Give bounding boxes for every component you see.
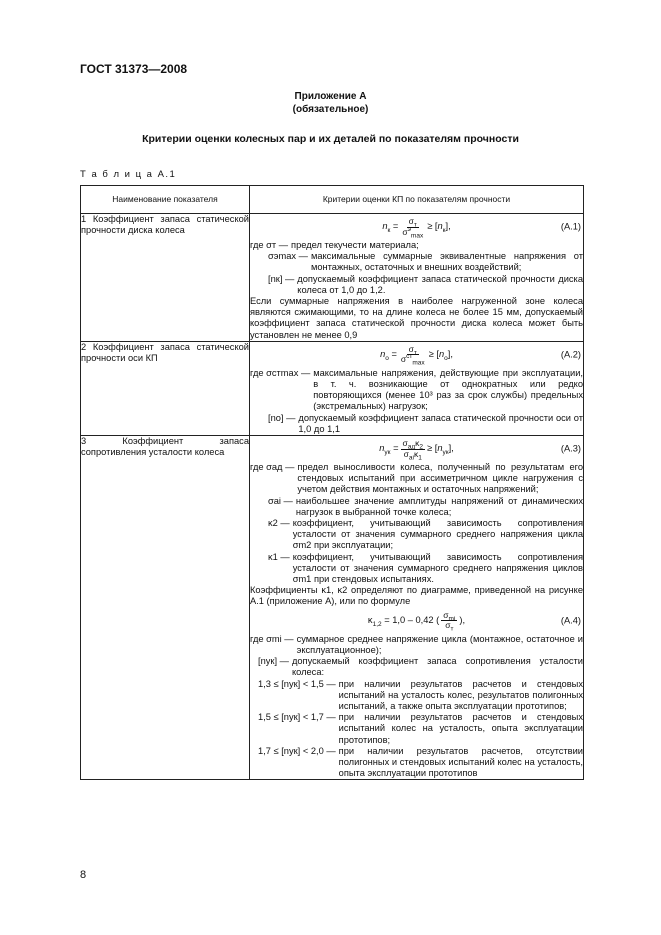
table-row: [81, 436, 584, 780]
formula-a3: $n_{ук}$ = $\frac{\sigma_{aд}\kappa_2}{\sigma_{ai}\kappa_1}$ ≥ $[n_{ук}]$, (А.3): [379, 438, 581, 462]
indicator-name: 3 Коэффициент запаса сопротивления усталости колеса: [81, 436, 250, 780]
definition: допускаемый коэффициент запаса статической прочности оси от 1,0 до 1,1: [298, 412, 583, 434]
formula-a2: $n_о$ = $\frac{\sigma_т}{\sigma^{ст}_{max}}$ ≥ $[n_о]$, (А.2): [380, 343, 581, 368]
definition: допускаемый коэффициент запаса статической прочности диска колеса от 1,0 до 1,2.: [297, 273, 583, 295]
term: 1,7 ≤ [nук] < 2,0 —: [258, 745, 336, 756]
definition: максимальные напряжения, действующие при эксплуатации, в т. ч. возникающие от однократных или редко повторяющихся (менее 10³ раз за срок службы) предельных (экстремальных) нагрузок;: [313, 367, 583, 412]
column-header-criteria: Критерии оценки КП по показателям прочности: [250, 186, 584, 214]
formula-a1: $n_к$ = $\frac{\sigma_т}{\sigma^э_{max}}$ ≥ $[n_к]$, (А.1): [382, 216, 581, 240]
definition: при наличии результатов расчетов и стендовых испытаний колес на усталость, опыта эксплуатации прототипов;: [338, 712, 583, 745]
definition: при наличии результатов расчетов и стендовых испытаний на усталость колес, результатов полигонных испытаний, а также опыта эксплуатации прототипов;: [338, 678, 583, 711]
definition: коэффициент, учитывающий зависимость сопротивления усталости от значения суммарного среднего напряжения циклов σm1 при стендовых испытаниях.: [292, 551, 583, 585]
equation-number: (А.2): [560, 349, 581, 360]
table-row: [81, 341, 584, 435]
criteria-cell: [250, 341, 584, 435]
term: κ1 —: [268, 551, 290, 562]
annex-title: Приложение А: [294, 91, 367, 102]
indicator-name: 2 Коэффициент запаса статической прочности оси КП: [81, 341, 250, 435]
term: где σстmax —: [250, 367, 311, 378]
indicator-name: 1 Коэффициент запаса статической прочности диска колеса: [81, 214, 250, 342]
term: где σт —: [250, 240, 289, 250]
document-code: ГОСТ 31373—2008: [80, 62, 188, 76]
definition: коэффициент, учитывающий зависимость сопротивления усталости от значения суммарного среднего напряжения цикла σm2 при эксплуатации;: [292, 518, 583, 551]
definition: суммарное среднее напряжение цикла (монтажное, остаточное и эксплуатационное);: [296, 633, 583, 655]
definition: максимальные суммарные эквивалентные напряжения от монтажных, остаточных и внешних воздействий;: [310, 251, 583, 273]
term: [nо] —: [268, 412, 296, 423]
term: 1,5 ≤ [nук] < 1,7 —: [258, 712, 336, 723]
term: σai —: [268, 495, 293, 506]
definition: допускаемый коэффициент запаса сопротивления усталости колеса:: [291, 656, 583, 678]
term: где σmi —: [250, 633, 294, 644]
annex-heading: Критерии оценки колесных пар и их деталей по показателям прочности: [142, 133, 519, 145]
note: Если суммарные напряжения в наиболее нагруженной зоне колеса являются сжимающими, то на длине колеса не более 15 мм, допускаемый коэффициент запаса статической прочности диска колеса может быть установлен не менее 0,9: [250, 296, 583, 340]
criteria-table: [80, 185, 584, 780]
annex-status: (обязательное): [292, 104, 369, 115]
definition: наибольшее значение амплитуды напряжений от динамических нагрузок в выбранной точке колеса;: [295, 495, 583, 517]
table-label: Т а б л и ц а А.1: [80, 169, 177, 180]
definition: предел выносливости колеса, полученный по результатам его стендовых испытаний при ассиметричном цикле нагружения с учетом действия монтажных и остаточных напряжений;: [297, 462, 583, 495]
criteria-cell: [250, 436, 584, 780]
term: σэmax —: [268, 251, 308, 262]
term: где σaд —: [250, 462, 295, 473]
formula-a4: $\kappa_{1,2} = 1,0 - 0,42$ ( $\frac{\sigma_{mi}}{\sigma_т}$ ), (А.4): [367, 609, 581, 633]
table-header-row: [81, 186, 584, 214]
coefficient-text: Коэффициенты κ1, κ2 определяют по диаграмме, приведенной на рисунке А.1 (приложение А), или по формуле: [250, 585, 583, 607]
table-row: [81, 214, 584, 342]
definition: предел текучести материала;: [291, 240, 419, 250]
page-number: 8: [80, 869, 87, 881]
column-header-indicator: Наименование показателя: [81, 186, 250, 214]
term: 1,3 ≤ [nук] < 1,5 —: [258, 678, 336, 689]
term: [nк] —: [268, 273, 295, 284]
term: κ2 —: [268, 518, 290, 529]
criteria-cell: [250, 214, 584, 342]
term: [nук] —: [258, 656, 289, 667]
definition: при наличии результатов расчетов, отсутствии полигонных и стендовых испытаний колес на усталость, опыта эксплуатации прототипов: [338, 745, 583, 779]
equation-number: (А.3): [560, 443, 581, 454]
equation-number: (А.4): [560, 615, 581, 626]
equation-number: (А.1): [560, 221, 581, 232]
